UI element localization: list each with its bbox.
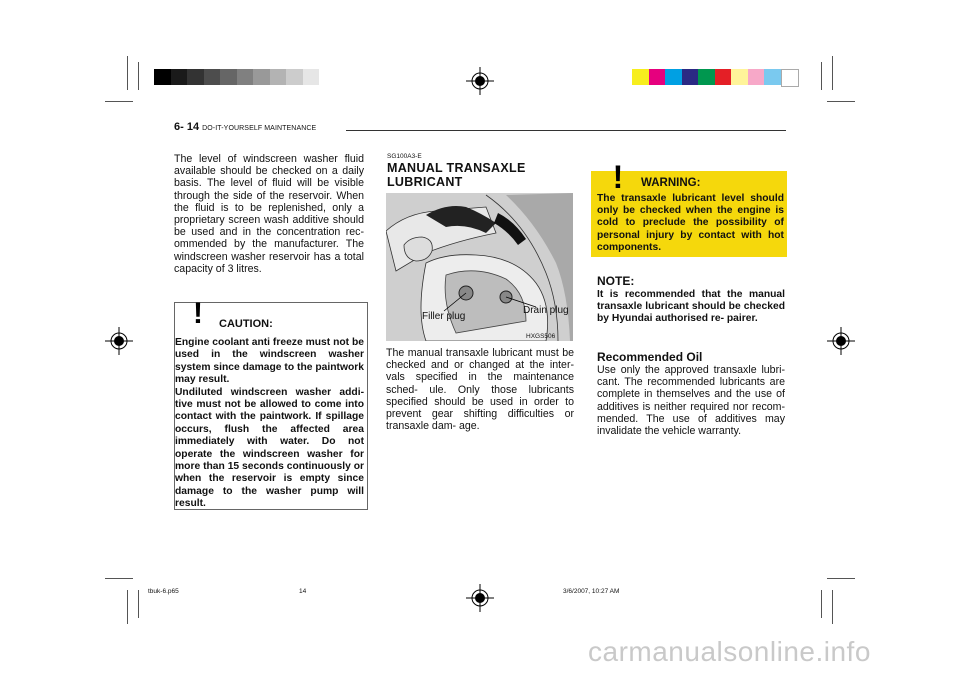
calibration-swatch xyxy=(303,69,320,85)
calibration-swatch xyxy=(649,69,666,85)
transaxle-illustration xyxy=(386,193,573,341)
transaxle-drawing xyxy=(386,193,573,341)
calibration-swatch xyxy=(286,69,303,85)
registration-mark-icon xyxy=(105,327,133,355)
calibration-swatch xyxy=(698,69,715,85)
recommended-oil-title: Recommended Oil xyxy=(597,350,703,364)
footer-file: tbuk-6.p65 xyxy=(148,588,179,595)
recommended-oil-text: Use only the approved transaxle lubri- cant. The recommended lubricants are complete in themselves and the use of additives is neither required nor recom- mended. The use of additives may invalidate the vehicle warranty. xyxy=(597,364,785,438)
calibration-swatch xyxy=(187,69,204,85)
calibration-swatch xyxy=(632,69,649,85)
calibration-swatch xyxy=(731,69,748,85)
filler-plug-label: Filler plug xyxy=(422,311,466,322)
calibration-swatch xyxy=(781,69,800,87)
section-title-line1: MANUAL TRANSAXLE xyxy=(387,161,526,175)
exclamation-icon xyxy=(600,158,636,192)
caution-title: CAUTION: xyxy=(219,318,273,330)
section-code: SG100A3-E xyxy=(387,153,422,160)
transaxle-paragraph: The manual transaxle lubricant must be checked and or changed at the inter- vals specified in the maintenance sched- ule. Only those lubricants specified should be used in order to prevent gear shifting difficulties or transaxle dam- age. xyxy=(386,347,574,433)
watermark: carmanualsonline.info xyxy=(588,636,871,667)
exclamation-icon xyxy=(182,297,214,327)
page-number: 6- 14 xyxy=(174,121,200,133)
note-text: It is recommended that the manual transaxle lubricant should be checked by Hyundai authorised re- pairer. xyxy=(597,289,785,325)
caution-text xyxy=(175,337,364,511)
calibration-swatch xyxy=(682,69,699,85)
calibration-swatch xyxy=(237,69,254,85)
calibration-swatch xyxy=(171,69,188,85)
illustration-code: HXGS506 xyxy=(526,333,556,340)
calibration-swatch xyxy=(665,69,682,85)
drain-plug-label: Drain plug xyxy=(523,305,569,316)
calibration-swatch xyxy=(220,69,237,85)
note-title: NOTE: xyxy=(597,274,635,288)
calibration-swatch xyxy=(270,69,287,85)
footer-timestamp: 3/6/2007, 10:27 AM xyxy=(563,588,620,595)
warning-text: The transaxle lubricant level should only be checked when the engine is cold to preclude the possibility of personal injury by contact with hot components. xyxy=(597,193,784,253)
calibration-swatch xyxy=(748,69,765,85)
caution-text-2: Undiluted windscreen washer addi- tive must not be allowed to come into contact with the paintwork. If spillage occurs, flush the affected area immediately with water. Do not operate the windscreen washer for more than 15 seconds continuously or when the reservoir is empty since damage to the washer pump will result. xyxy=(175,386,364,510)
svg-text:!: ! xyxy=(612,159,624,192)
registration-mark-icon xyxy=(827,327,855,355)
caution-text-1: Engine coolant anti freeze must not be used in the windscreen washer system since damage to the paintwork may result. xyxy=(175,337,364,386)
section-name: DO-IT-YOURSELF MAINTENANCE xyxy=(202,125,317,132)
calibration-swatch xyxy=(154,69,171,85)
registration-mark-icon xyxy=(466,67,494,95)
warning-title: WARNING: xyxy=(641,177,701,189)
calibration-swatch xyxy=(764,69,781,85)
caution-box xyxy=(174,297,368,510)
footer-page: 14 xyxy=(299,588,307,595)
calibration-swatch xyxy=(204,69,221,85)
section-title-line2: LUBRICANT xyxy=(387,175,463,189)
header-rule xyxy=(346,130,786,131)
calibration-swatch xyxy=(715,69,732,85)
section-title xyxy=(387,161,526,189)
svg-text:!: ! xyxy=(193,297,203,327)
calibration-swatch xyxy=(253,69,270,85)
registration-mark-icon xyxy=(466,584,494,612)
page-header xyxy=(174,121,316,133)
washer-fluid-paragraph: The level of windscreen washer fluid available should be checked on a daily basis. The level of fluid will be visible through the side of the reservoir. When the fluid is to be replenished, only a proprietary screen wash additive should be used and in the concentration rec- ommended by the manufacturer. The windscreen washer reservoir has a total capacity of 3 litres. xyxy=(174,153,364,275)
